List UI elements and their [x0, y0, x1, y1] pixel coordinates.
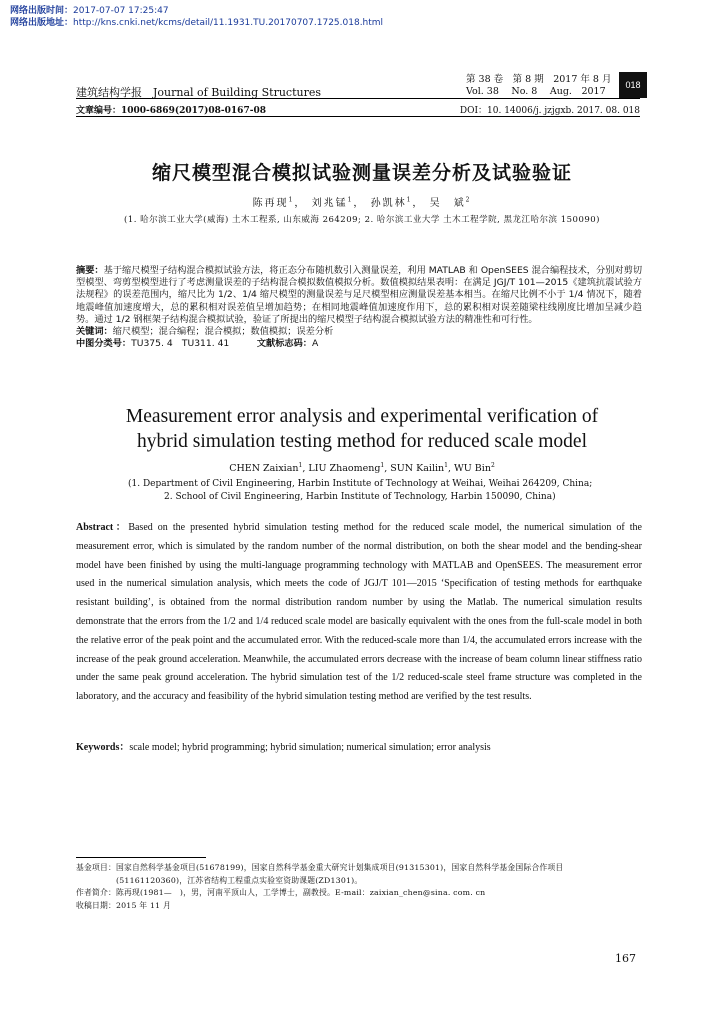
fund-info: 基金项目：国家自然科学基金项目(51678199)，国家自然科学基金重大研究计划集成项目(91315301)，国家自然科学基金国际合作项目: [76, 863, 564, 872]
article-number: 文章编号：1000-6869(2017)08-0167-08: [76, 106, 266, 116]
cn-affiliation: (1. 哈尔滨工业大学(威海) 土木工程系, 山东威海 264209; 2. 哈尔滨工业大学 土木工程学院, 黑龙江哈尔滨 150090): [124, 215, 600, 225]
cn-abstract-block: [76, 265, 642, 350]
fund-info-cont: (51161120360)，江苏省结构工程重点实验室资助课题(ZD1301)。: [116, 875, 363, 885]
header-rule-bottom: [76, 116, 640, 117]
en-author: LIU Zhaomeng: [308, 463, 381, 475]
network-pub-url: 网络出版地址：http://kns.cnki.net/kcms/detail/11.1931.TU.20170707.1725.018.html: [10, 18, 384, 28]
footnote-rule: [76, 857, 206, 858]
header-rule: [76, 98, 640, 99]
en-abstract: Abstract：Based on the presented hybrid simulation testing method for the reduced scale model, the numerical simulation of the measurement error, which is simulated by the random number of the normal distribution, on both the shear model and the bending-shear model have been finished by using the multi-language programming technology with MATLAB and OpenSEES. The measurement error used in the numerical simulation analysis, which meets the code of JGJ/T 101—2015 ‘Specification of testing methods for earthquake resistant building’, is obtained from the normal distribution random number by using the Matlab. The numerical simulation results demonstrate that the errors from the 1/2 and 1/4 reduced scale model are basically equivalent with the ones from the full-scale model in both the relative error of the peak point and the accumulated error. With the reduced-scale more than 1/4, the accumulated errors increase with the increase of the peak ground acceleration. Meanwhile, the accumulated errors decrease with the increase of beam column linear stiffness ratio under the same peak ground acceleration. The hybrid simulation test of the 1/2 reduced-scale steel frame structure was completed in the laboratory, and the accuracy and feasibility of the hybrid simulation testing method are verified by the test results.: [76, 522, 642, 703]
en-author: SUN Kailin: [390, 463, 445, 475]
cn-title: 缩尺模型混合模拟试验测量误差分析及试验验证: [151, 162, 572, 184]
cn-author: 陈再现: [252, 198, 289, 209]
en-affiliation: (1. Department of Civil Engineering, Harbin Institute of Technology at Weihai, Weihai 264209, China; 2. School of Civil Engineering, Harbin Institute of Technology, Harbin 150090, China): [128, 479, 593, 502]
en-title: Measurement error analysis and experimental verification of hybrid simulation testing method for reduced scale model: [125, 406, 599, 452]
page-number: 167: [615, 952, 636, 965]
cn-keywords: 关键词：缩尺模型；混合编程；混合模拟；数值模拟；误差分析: [76, 326, 334, 338]
issue-en: Vol. 38 No. 8 Aug. 2017: [466, 86, 606, 97]
cn-classification: 中图分类号：TU375. 4 TU311. 41 文献标志码：A: [76, 338, 319, 350]
en-authors: CHEN Zaixian$^1$, LIU Zhaomeng$^1$, SUN Kailin$^1$, WU Bin$^2$: [229, 462, 495, 475]
cn-authors: 陈再现$^1$， 刘兆锰$^1$， 孙凯林$^1$， 吴 斌$^2$: [252, 196, 472, 209]
en-author: WU Bin: [454, 463, 491, 475]
en-keywords: Keywords：scale model; hybrid programming; hybrid simulation; numerical simulation; error analysis: [76, 742, 491, 753]
cn-author: 刘兆锰: [311, 198, 348, 209]
issue-cn: 第 38 卷 第 8 期 2017 年 8 月: [466, 74, 612, 85]
cn-author: 吴 斌: [429, 198, 466, 209]
cn-author: 孙凯林: [370, 198, 407, 209]
cn-abstract: 摘要：基于缩尺模型子结构混合模拟试验方法，将正态分布随机数引入测量误差，利用 MATLAB 和 OpenSEES 混合编程技术，分别对剪切型模型、弯剪型模型进行了考虑测量误差的子结构混合模拟数值模拟分析。数值模拟结果表明：在满足 JGJ/T 101—2015《建筑抗震试验方法规程》的误差范围内，缩尺比为 1/2、1/4 缩尺模型的测量误差与足尺模型相应测量误差基本相当。在缩尺比例不小于 1/4 情况下，随着地震峰值加速度增大，总的累积相对误差值呈增加趋势；在相同地震峰值加速度作用下，总的累积相对误差随梁柱线刚度比增加呈减少趋势。通过 1/2 钢框架子结构混合模拟试验，验证了所提出的缩尺模型子结构混合模拟试验方法的精准性和可行性。: [76, 265, 643, 325]
received-date: 收稿日期：2015 年 11 月: [76, 900, 171, 910]
article-badge: 018: [619, 72, 647, 98]
issue-info: [466, 74, 612, 98]
journal-name: 建筑结构学报 Journal of Building Structures: [76, 86, 321, 99]
footnote: [76, 862, 642, 912]
doi: DOI：10. 14006/j. jzjgxb. 2017. 08. 018: [459, 106, 640, 116]
author-info: 作者简介：陈再现(1981— )，男，河南平顶山人，工学博士，副教授。E-mail：zaixian_chen@sina. com. cn: [76, 888, 486, 898]
en-author: CHEN Zaixian: [229, 463, 299, 475]
pub-url-link[interactable]: http://kns.cnki.net/kcms/detail/11.1931.TU.20170707.1725.018.html: [73, 18, 384, 28]
network-pub-time: 网络出版时间：2017-07-07 17:25:47: [10, 6, 169, 16]
